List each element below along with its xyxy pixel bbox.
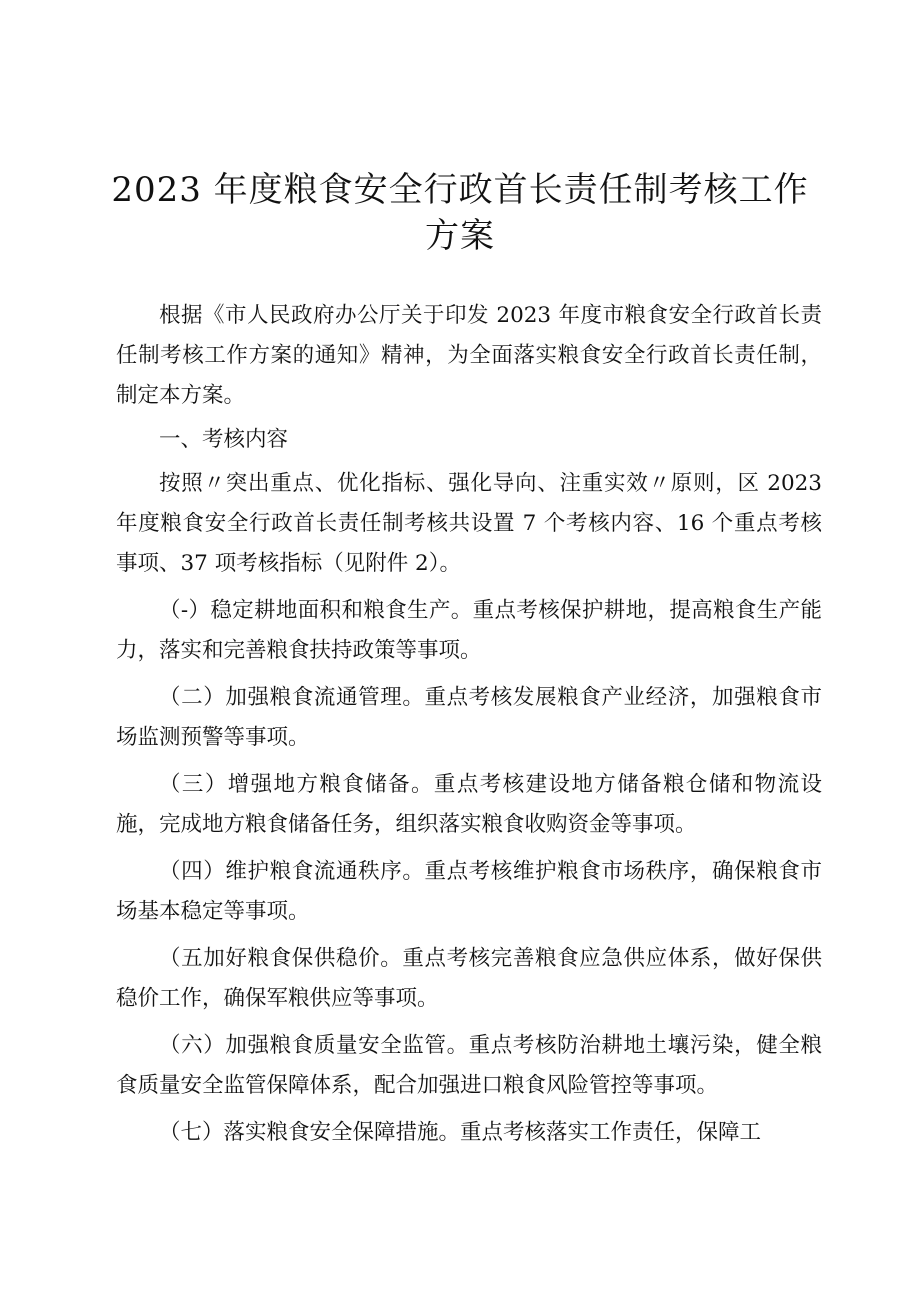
- assessment-item-1: （-）稳定耕地面积和粮食生产。重点考核保护耕地，提高粮食生产能力，落实和完善粮食扶持政策等事项。: [116, 598, 822, 663]
- assessment-item-3: （三）增强地方粮食储备。重点考核建设地方储备粮仓储和物流设施，完成地方粮食储备任务，组织落实粮食收购资金等事项。: [116, 772, 822, 837]
- section-paragraph: 按照〃突出重点、优化指标、强化导向、注重实效〃原则，区 2023 年度粮食安全行政首长责任制考核共设置 7 个考核内容、16 个重点考核事项、37 项考核指标（见附件 2）。: [116, 471, 822, 576]
- assessment-item-5: （五加好粮食保供稳价。重点考核完善粮食应急供应体系，做好保供稳价工作，确保军粮供应等事项。: [116, 946, 822, 1011]
- assessment-item-7: （七）落实粮食安全保障措施。重点考核落实工作责任，保障工: [159, 1120, 762, 1145]
- document-title-line-2: 方案: [425, 216, 495, 256]
- document-title-line-1: 2023 年度粮食安全行政首长责任制考核工作: [111, 170, 809, 210]
- assessment-item-4: （四）维护粮食流通秩序。重点考核维护粮食市场秩序，确保粮食市场基本稳定等事项。: [116, 859, 822, 924]
- document-body: [116, 296, 822, 1153]
- assessment-item-6: （六）加强粮食质量安全监管。重点考核防治耕地土壤污染，健全粮食质量安全监管保障体系，配合加强进口粮食风险管控等事项。: [116, 1033, 822, 1098]
- assessment-item-2: （二）加强粮食流通管理。重点考核发展粮食产业经济，加强粮食市场监测预警等事项。: [116, 685, 822, 750]
- intro-paragraph: 根据《市人民政府办公厅关于印发 2023 年度市粮食安全行政首长责任制考核工作方案的通知》精神，为全面落实粮食安全行政首长责任制，制定本方案。: [116, 303, 822, 408]
- section-heading-assessment-content: 一、考核内容: [159, 427, 289, 452]
